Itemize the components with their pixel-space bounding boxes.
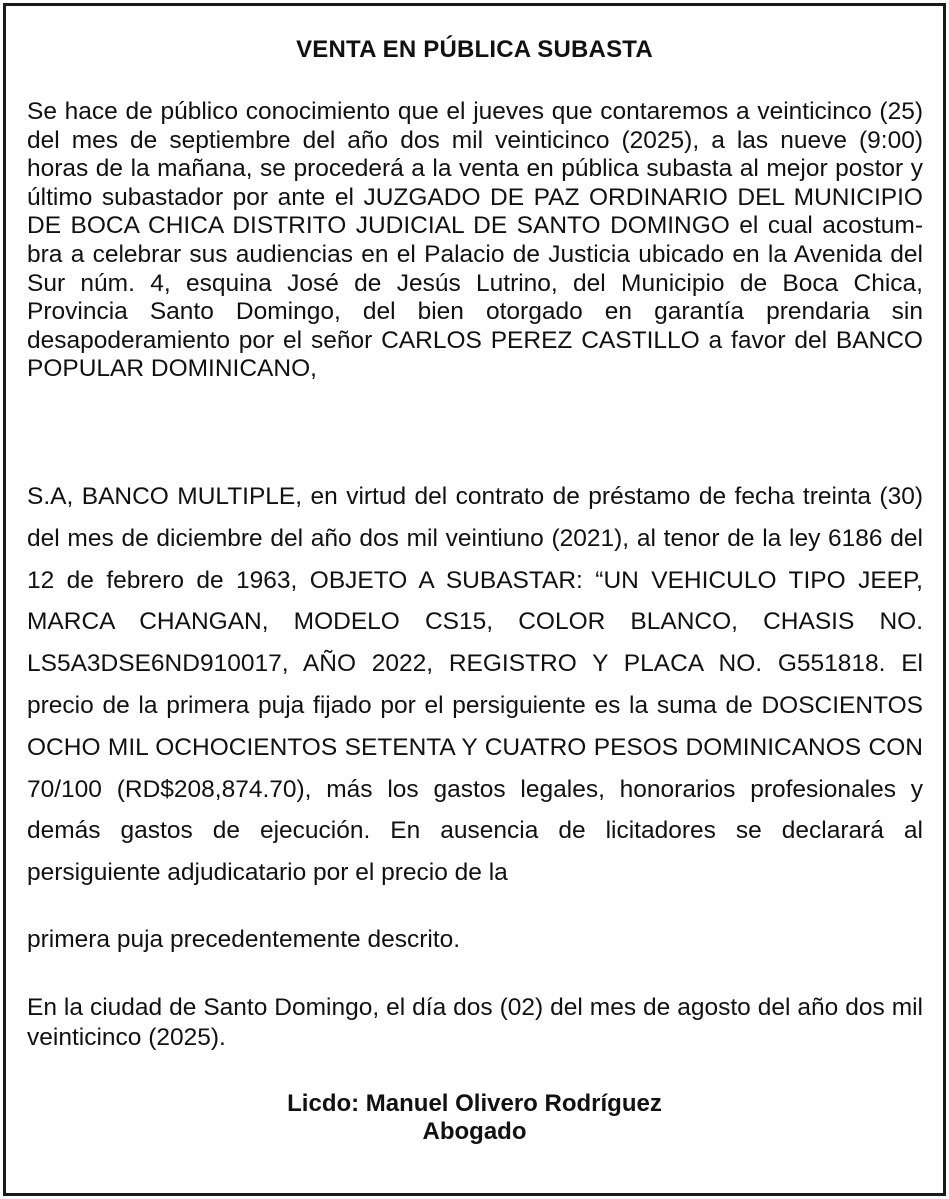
legal-notice-box [3,3,946,1196]
notice-body-part-3: primera puja precedentemente descrito. [27,926,461,953]
closing-date-paragraph: En la ciudad de Santo Domingo, el día dos (02) del mes de agosto del año dos mil veinticinco (2025). [27,994,923,1051]
signature-role: Abogado [422,1118,527,1145]
signature-name: Licdo: Manuel Olivero Rodríguez [287,1090,662,1117]
notice-body-part-2: S.A, BANCO MULTIPLE, en virtud del contrato de préstamo de fecha treinta (30) del mes de diciembre del año dos mil veintiuno (2021), al tenor de la ley 6186 del 12 de febrero de 1963, OBJETO A SUBASTAR: “UN VEHICULO TIPO JEEP, MARCA CHANGAN, MODELO CS15, COLOR BLANCO, CHASIS NO. LS5A3DSE6ND910017, AÑO 2022, REGISTRO Y PLACA NO. G551818. El precio de la primera puja fijado por el persiguiente es la suma de DOSCIENTOS OCHO MIL OCHOCIENTOS SETENTA Y CUATRO PESOS DOMINICANOS CON 70/100 (RD$208,874.70), más los gastos legales, honorarios profesionales y demás gastos de ejecución. En ausencia de licitadores se declarará al persiguiente adjudicatario por el precio de la [27,483,923,887]
notice-body-part-1: Se hace de público conocimiento que el jueves que contaremos a veinticinco (25) del mes de septiembre del año dos mil veinticinco (2025), a las nueve (9:00) horas de la mañana, se procederá a la venta en pública subasta al mejor postor y último subastador por ante el JUZGADO DE PAZ ORDINARIO DEL MUNICIPIO DE BOCA CHICA DISTRITO JUDICIAL DE SANTO DOMINGO el cual acostumbra a celebrar sus audiencias en el Palacio de Justicia ubicado en la Avenida del Sur núm. 4, esquina José de Jesús Lutrino, del Municipio de Boca Chica, Provincia Santo Domingo, del bien otorgado en garantía prendaria sin desapoderamiento por el señor CARLOS PEREZ CASTILLO a favor del BANCO POPULAR DOMINICANO, [27,98,923,383]
notice-title: VENTA EN PÚBLICA SUBASTA [296,36,653,63]
